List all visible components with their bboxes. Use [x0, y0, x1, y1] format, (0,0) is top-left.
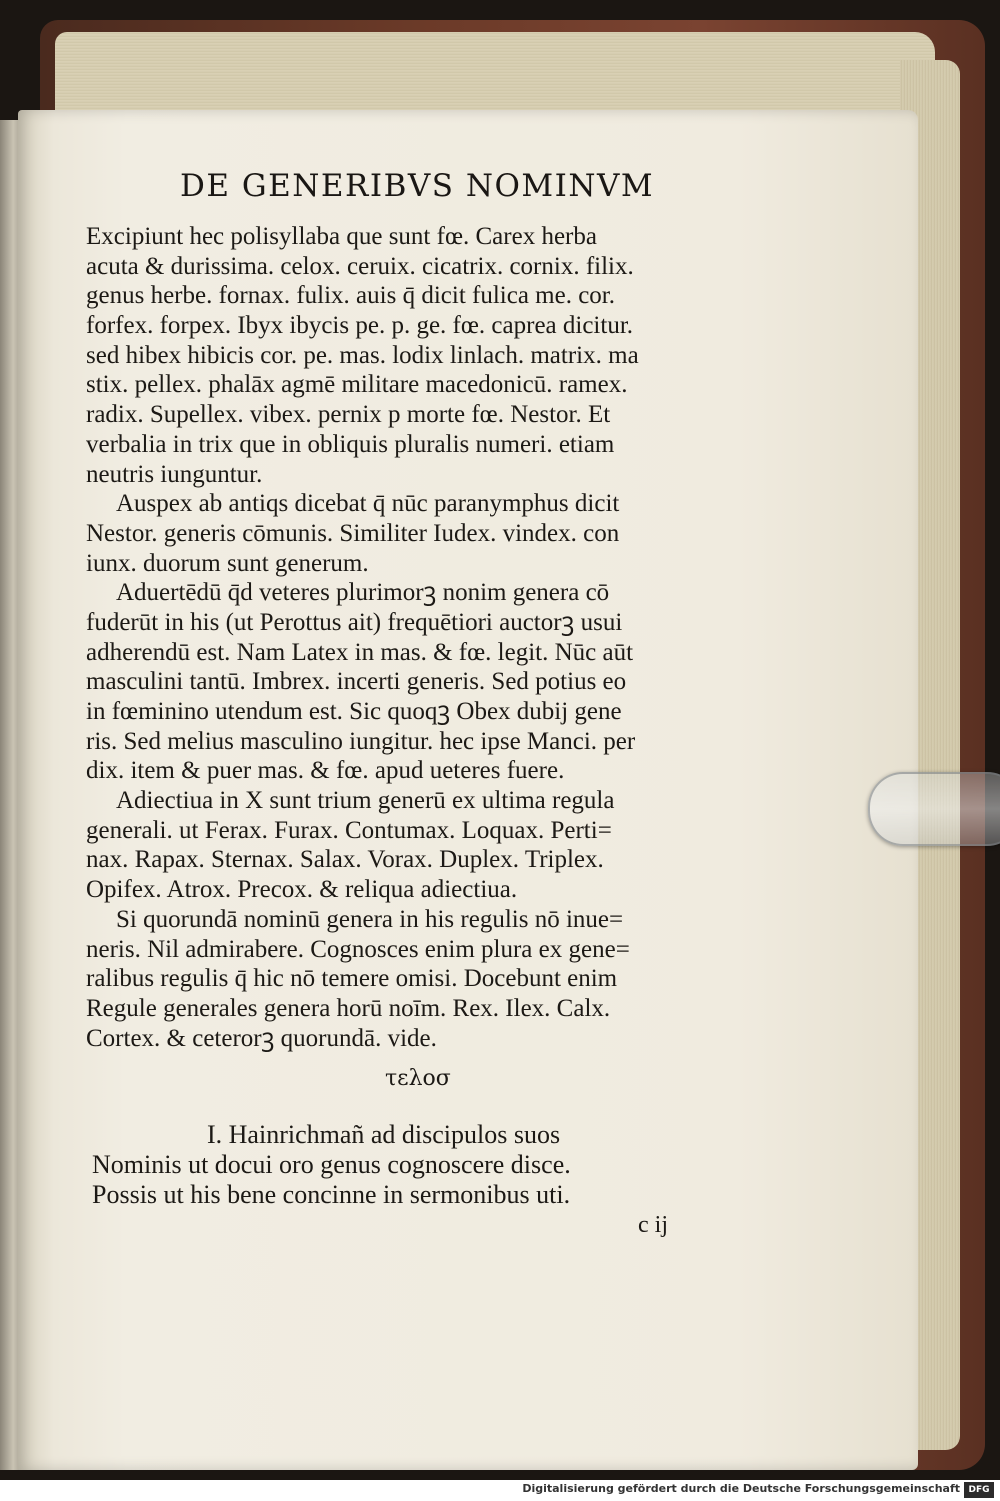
text-line: stix. pellex. phalāx agmē militare macedonicū. ramex.: [86, 371, 628, 399]
text-line: Nestor. generis cōmunis. Similiter Iudex. vindex. con: [86, 519, 620, 547]
page-heading: DE GENERIBVS NOMINVM: [180, 168, 655, 204]
text-line: neutris iunguntur.: [86, 460, 263, 488]
text-line: Aduertēdū q̄d veteres plurimorꝫ nonim genera cō: [116, 579, 610, 607]
text-line: neris. Nil admirabere. Cognosces enim plura ex gene=: [86, 935, 630, 963]
telos-mark: τελοσ: [385, 1066, 451, 1091]
text-line: Si quorundā nominū genera in his regulis nō inue=: [116, 905, 624, 933]
text-line: fuderūt in his (ut Perottus ait) frequētiori auctorꝫ usui: [86, 608, 623, 636]
verse-line: Nominis ut docui oro genus cognoscere disce.: [92, 1150, 571, 1179]
text-line: genus herbe. fornax. fulix. auis q̄ dicit fulica me. cor.: [86, 282, 616, 310]
verse-line: I. Hainrichmañ ad discipulos suos: [207, 1120, 561, 1149]
text-line: in fœminino utendum est. Sic quoqꝫ Obex dubij gene: [86, 698, 622, 725]
text-line: radix. Supellex. vibex. pernix p morte fœ. Nestor. Et: [86, 401, 611, 429]
text-line: acuta & durissima. celox. ceruix. cicatrix. cornix. filix.: [86, 252, 634, 280]
dfg-logo: DFG: [964, 1482, 994, 1498]
text-line: Cortex. & ceterorꝫ quorundā. vide.: [86, 1024, 437, 1052]
text-line: Excipiunt hec polisyllaba que sunt fœ. Carex herba: [86, 223, 597, 250]
text-line: ralibus regulis q̄ hic nō temere omisi. Docebunt enim: [86, 965, 618, 993]
text-line: iunx. duorum sunt generum.: [86, 549, 369, 577]
text-line: Auspex ab antiqs dicebat q̄ nūc paranymphus dicit: [116, 490, 620, 518]
text-line: verbalia in trix que in obliquis pluralis numeri. etiam: [86, 430, 615, 458]
body-text: [86, 222, 746, 1053]
footer-bar: [0, 1480, 1000, 1501]
page-holder-clip: [868, 772, 1000, 846]
text-line: adherendū est. Nam Latex in mas. & fœ. legit. Nūc aūt: [86, 638, 634, 666]
text-line: ris. Sed melius masculino iungitur. hec ipse Manci. per: [86, 727, 636, 755]
text-line: sed hibex hibicis cor. pe. mas. lodix linlach. matrix. ma: [86, 341, 639, 369]
text-line: dix. item & puer mas. & fœ. apud ueteres fuere.: [86, 757, 565, 785]
text-line: masculini tantū. Imbrex. incerti generis. Sed potius eo: [86, 668, 627, 696]
text-line: nax. Rapax. Sternax. Salax. Vorax. Duplex. Triplex.: [86, 846, 604, 874]
verse-line: Possis ut his bene concinne in sermonibus uti.: [92, 1180, 571, 1209]
funding-credit: Digitalisierung gefördert durch die Deutsche Forschungsgemeinschaft: [522, 1482, 960, 1495]
dedication-verse: [92, 1120, 732, 1210]
signature-mark: c ij: [638, 1212, 668, 1238]
text-line: generali. ut Ferax. Furax. Contumax. Loquax. Perti=: [86, 816, 612, 844]
text-line: forfex. forpex. Ibyx ibycis pe. p. ge. fœ. caprea dicitur.: [86, 312, 634, 340]
text-line: Regule generales genera horū noīm. Rex. Ilex. Calx.: [86, 994, 611, 1022]
text-line: Opifex. Atrox. Precox. & reliqua adiectiua.: [86, 876, 518, 904]
text-line: Adiectiua in X sunt trium generū ex ultima regula: [116, 787, 615, 815]
